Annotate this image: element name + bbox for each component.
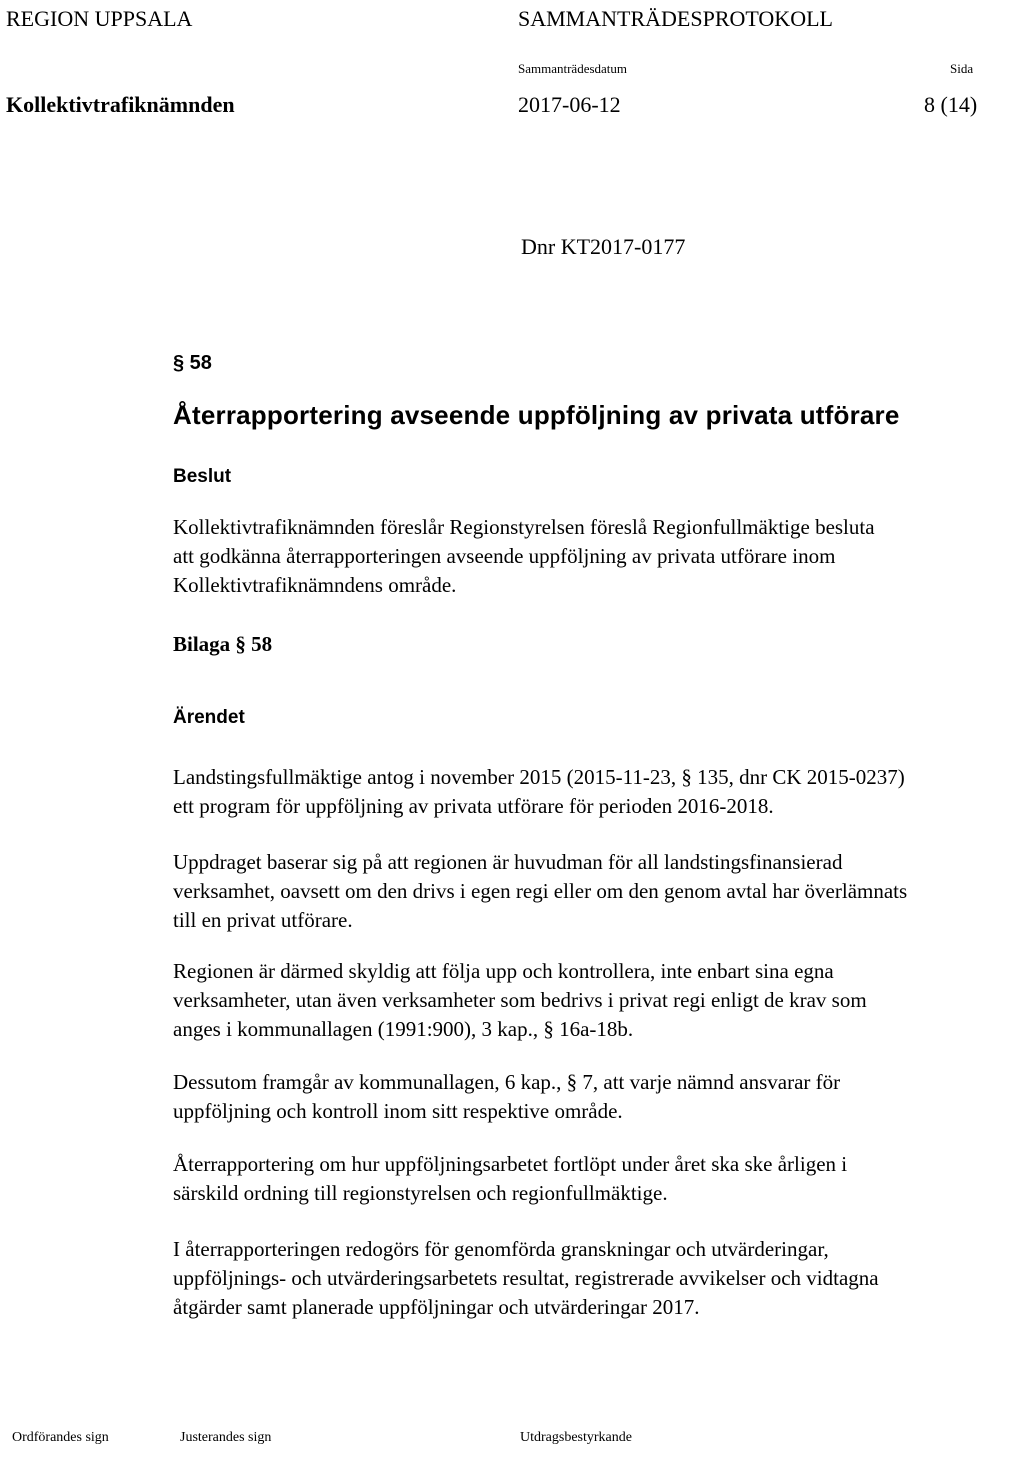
- chair-signature-label: Ordförandes sign: [12, 1430, 109, 1445]
- text-line: verksamhet, oavsett om den drivs i egen regi eller om den genom avtal har överlämnats: [173, 879, 908, 903]
- arendet-paragraph-4: [173, 1068, 840, 1126]
- meeting-date: 2017-06-12: [518, 92, 621, 117]
- organization-name: REGION UPPSALA: [6, 6, 193, 31]
- text-line: verksamheter, utan även verksamheter som bedrivs i privat regi enligt de krav som: [173, 988, 867, 1012]
- text-line: Uppdraget baserar sig på att regionen är huvudman för all landstingsfinansierad: [173, 850, 843, 874]
- text-line: Återrapportering om hur uppföljningsarbetet fortlöpt under året ska ske årligen i: [173, 1152, 848, 1176]
- text-line: anges i kommunallagen (1991:900), 3 kap., § 16a-18b.: [173, 1017, 634, 1041]
- page-title: Återrapportering avseende uppföljning av privata utförare: [173, 400, 900, 430]
- section-number: § 58: [173, 352, 212, 374]
- document-type: SAMMANTRÄDESPROTOKOLL: [518, 6, 833, 31]
- text-line: till en privat utförare.: [173, 908, 353, 932]
- page-number: 8 (14): [924, 92, 978, 117]
- text-line: uppföljnings- och utvärderingsarbetets resultat, registrerade avvikelser och vidtagna: [173, 1266, 879, 1290]
- text-line: åtgärder samt planerade uppföljningar och utvärderingar 2017.: [173, 1295, 700, 1319]
- beslut-paragraph: [173, 513, 875, 600]
- text-line: särskild ordning till regionstyrelsen och regionfullmäktige.: [173, 1181, 668, 1205]
- text-line: Regionen är därmed skyldig att följa upp och kontrollera, inte enbart sina egna: [173, 959, 834, 983]
- arendet-heading: Ärendet: [173, 707, 245, 728]
- extract-certification-label: Utdragsbestyrkande: [520, 1430, 632, 1445]
- case-number: Dnr KT2017-0177: [521, 234, 686, 259]
- beslut-heading: Beslut: [173, 466, 232, 487]
- text-line: Kollektivtrafiknämnden föreslår Regionstyrelsen föreslå Regionfullmäktige besluta: [173, 515, 875, 539]
- text-line: att godkänna återrapporteringen avseende uppföljning av privata utförare inom: [173, 544, 836, 568]
- arendet-paragraph-5: [173, 1150, 847, 1208]
- arendet-paragraph-3: [173, 957, 867, 1044]
- text-line: I återrapporteringen redogörs för genomförda granskningar och utvärderingar,: [173, 1237, 829, 1261]
- arendet-paragraph-6: [173, 1235, 879, 1322]
- text-line: Dessutom framgår av kommunallagen, 6 kap., § 7, att varje nämnd ansvarar för: [173, 1070, 841, 1094]
- text-line: Landstingsfullmäktige antog i november 2015 (2015-11-23, § 135, dnr CK 2015-0237): [173, 765, 905, 789]
- text-line: uppföljning och kontroll inom sitt respektive område.: [173, 1099, 623, 1123]
- text-line: Kollektivtrafiknämndens område.: [173, 573, 457, 597]
- attachment-label: Bilaga § 58: [173, 632, 273, 656]
- adjuster-signature-label: Justerandes sign: [180, 1430, 272, 1445]
- page-label: Sida: [950, 61, 974, 76]
- arendet-paragraph-2: [173, 848, 907, 935]
- text-line: ett program för uppföljning av privata utförare för perioden 2016-2018.: [173, 794, 774, 818]
- committee-name: Kollektivtrafiknämnden: [6, 92, 235, 117]
- arendet-paragraph-1: [173, 763, 905, 821]
- date-label: Sammanträdesdatum: [518, 61, 628, 76]
